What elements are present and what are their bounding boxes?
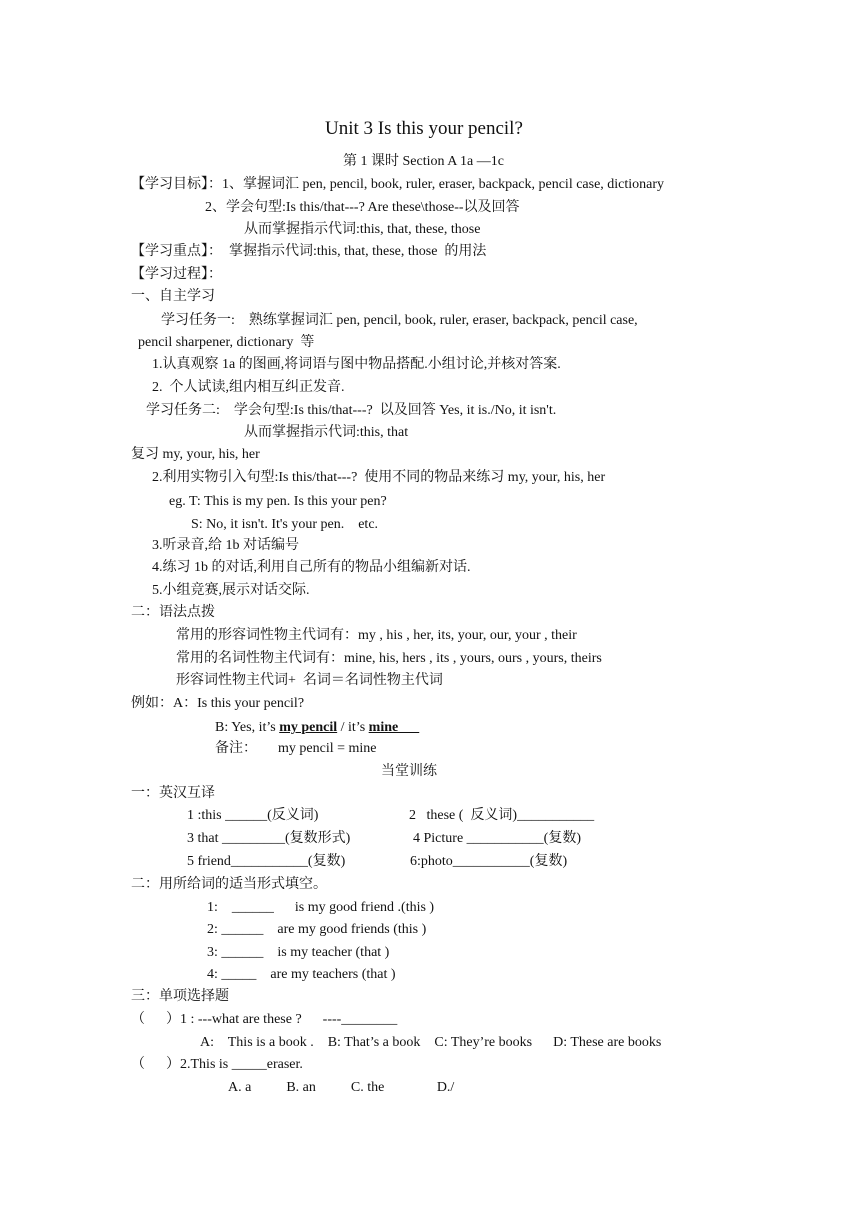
example-b-my-pencil: my pencil (279, 720, 338, 735)
adjective-pronouns: 常用的形容词性物主代词有：my , his , her, its, your, our, your , their (176, 628, 577, 643)
review-line: 复习 my, your, his, her (131, 447, 260, 462)
example-b-mine: mine (368, 720, 420, 735)
part1-q3: 3 that _________(复数形式) (187, 831, 351, 846)
task2-step-3: 3.听录音,给 1b 对话编号 (152, 538, 299, 553)
example-note: 备注： my pencil = mine (215, 741, 377, 756)
part1-q4: 4 Picture ___________(复数) (413, 831, 581, 846)
goals-line-3: 从而掌握指示代词:this, that, these, those (244, 222, 481, 237)
goals-line-2: 2、学会句型:Is this/that---? Are these\those--以及回答 (205, 200, 520, 215)
key-points: 【学习重点】： 掌握指示代词:this, that, these, those 的用法 (131, 244, 487, 259)
page-title: Unit 3 Is this your pencil? (325, 118, 523, 139)
example-b (215, 719, 419, 737)
example-a: 例如：A：Is this your pencil? (131, 696, 305, 711)
task2-line-2: 从而掌握指示代词:this, that (244, 425, 409, 440)
part1-q2: 2 these ( 反义词)___________ (409, 808, 595, 823)
part2-q3: 3: ______ is my teacher (that ) (207, 945, 390, 960)
noun-pronouns: 常用的名词性物主代词有：mine, his, hers , its , yours, ours , yours, theirs (176, 651, 602, 666)
part2-q2: 2: ______ are my good friends (this ) (207, 922, 427, 937)
section2-header: 二：语法点拨 (131, 605, 215, 620)
step-2: 2. 个人试读,组内相互纠正发音. (152, 380, 345, 395)
part3-q1-options: A: This is a book . B: That’s a book C: They’re books D: These are books (200, 1035, 662, 1050)
part3-q1: （ ）1 : ---what are these ? ----________ (131, 1012, 398, 1027)
goals-line-1: 【学习目标】：1、掌握词汇 pen, pencil, book, ruler, eraser, backpack, pencil case, dictionary (131, 177, 665, 192)
grammar-rule: 形容词性物主代词+ 名词＝名词性物主代词 (176, 673, 443, 688)
example-b-mid: / it’s (337, 720, 369, 735)
part2-q1: 1: ______ is my good friend .(this ) (207, 900, 435, 915)
part1-q5: 5 friend___________(复数) (187, 854, 346, 869)
part1-q6: 6:photo___________(复数) (410, 854, 568, 869)
task2-line-1: 学习任务二: 学会句型:Is this/that---? 以及回答 Yes, it is./No, it isn't. (146, 403, 557, 418)
example-b-prefix: B: Yes, it’s (215, 720, 280, 735)
task2-step-4: 4.练习 1b 的对话,利用自己所有的物品小组编新对话. (152, 560, 471, 575)
part3-header: 三：单项选择题 (131, 989, 229, 1004)
lesson-subtitle: 第 1 课时 Section A 1a —1c (343, 154, 504, 169)
part1-header: 一：英汉互译 (131, 786, 215, 801)
task2-step-5: 5.小组竞赛,展示对话交际. (152, 583, 310, 598)
example-student: S: No, it isn't. It's your pen. etc. (191, 517, 379, 532)
section1-header: 一、自主学习 (131, 289, 215, 304)
part1-q1: 1 :this ______(反义词) (187, 808, 319, 823)
example-teacher: eg. T: This is my pen. Is this your pen? (169, 494, 387, 509)
task1-line-1: 学习任务一: 熟练掌握词汇 pen, pencil, book, ruler, eraser, backpack, pencil case, (161, 313, 638, 328)
part2-header: 二：用所给词的适当形式填空。 (131, 877, 327, 892)
part3-q2: （ ）2.This is _____eraser. (131, 1057, 303, 1072)
step-1: 1.认真观察 1a 的图画,将词语与图中物品搭配.小组讨论,并核对答案. (152, 357, 561, 372)
process-header: 【学习过程】： (131, 267, 222, 282)
task2-step-2: 2.利用实物引入句型:Is this/that---? 使用不同的物品来练习 my, your, his, her (152, 470, 606, 485)
part2-q4: 4: _____ are my teachers (that ) (207, 967, 396, 982)
practice-header: 当堂训练 (381, 764, 437, 779)
task1-line-2: pencil sharpener, dictionary 等 (138, 335, 315, 350)
part3-q2-options: A. a B. an C. the D./ (228, 1080, 455, 1095)
